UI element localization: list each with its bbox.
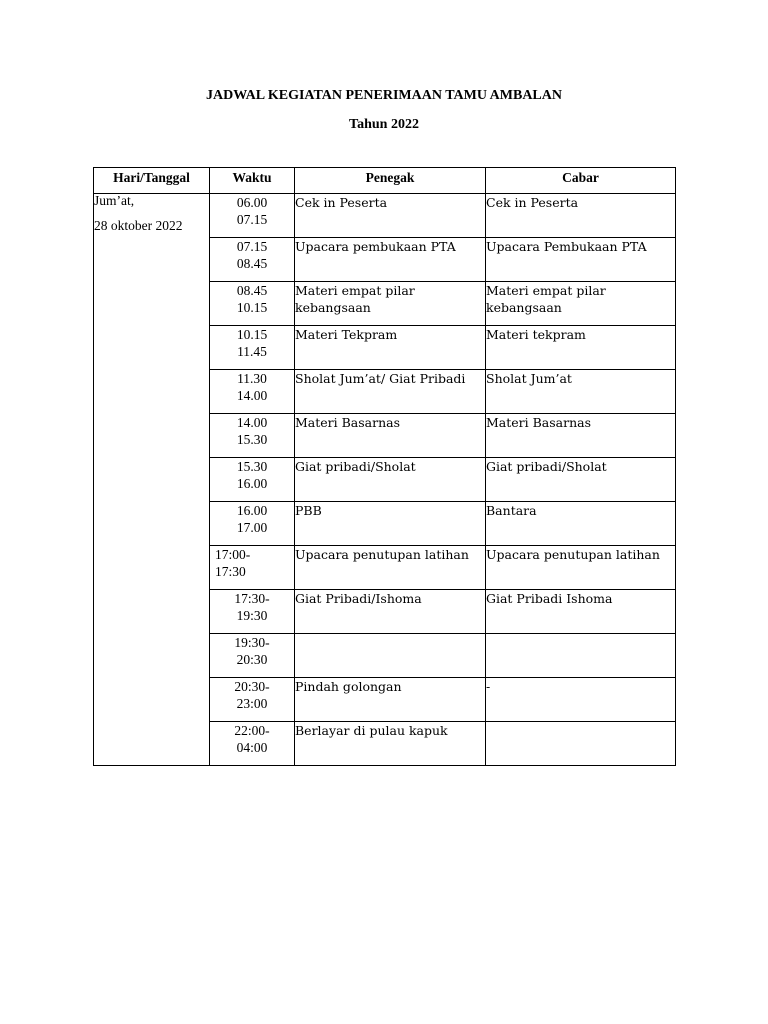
penegak-cell: Pindah golongan xyxy=(295,678,486,722)
penegak-cell: Giat pribadi/Sholat xyxy=(295,458,486,502)
table-row xyxy=(94,194,676,238)
penegak-cell: Materi empat pilar kebangsaan xyxy=(295,282,486,326)
cabar-cell: Bantara xyxy=(486,502,676,546)
time-start: 17:00- xyxy=(215,547,251,562)
time-end: 08.45 xyxy=(236,256,268,271)
penegak-cell: Upacara penutupan latihan xyxy=(295,546,486,590)
time-start: 11.30 xyxy=(237,371,267,386)
time-cell xyxy=(210,238,295,282)
time-start: 08.45 xyxy=(236,283,268,298)
time-end: 17.00 xyxy=(236,520,268,535)
time-cell xyxy=(210,722,295,766)
penegak-cell: Materi Tekpram xyxy=(295,326,486,370)
time-cell xyxy=(210,634,295,678)
time-end: 23:00 xyxy=(236,696,268,711)
time-cell xyxy=(210,282,295,326)
time-end: 11.45 xyxy=(237,344,267,359)
document-subtitle: Tahun 2022 xyxy=(349,117,419,132)
cabar-cell: Giat pribadi/Sholat xyxy=(486,458,676,502)
time-end: 07.15 xyxy=(236,212,268,227)
cabar-cell: Materi tekpram xyxy=(486,326,676,370)
day-date: 28 oktober 2022 xyxy=(94,217,183,233)
penegak-cell: Upacara pembukaan PTA xyxy=(295,238,486,282)
time-start: 22:00- xyxy=(234,723,270,738)
cabar-cell xyxy=(486,634,676,678)
day-cell xyxy=(94,194,210,766)
penegak-cell: Materi Basarnas xyxy=(295,414,486,458)
time-start: 10.15 xyxy=(236,327,268,342)
time-cell xyxy=(210,502,295,546)
cabar-cell: - xyxy=(486,678,676,722)
time-end: 15.30 xyxy=(236,432,268,447)
time-start: 16.00 xyxy=(236,503,268,518)
column-header-cabar: Cabar xyxy=(486,168,676,194)
time-cell xyxy=(210,326,295,370)
penegak-cell xyxy=(295,634,486,678)
penegak-cell: Sholat Jum’at/ Giat Pribadi xyxy=(295,370,486,414)
penegak-cell: Cek in Peserta xyxy=(295,194,486,238)
cabar-cell: Upacara penutupan latihan xyxy=(486,546,676,590)
time-start: 14.00 xyxy=(236,415,268,430)
time-cell xyxy=(210,678,295,722)
time-cell xyxy=(210,590,295,634)
cabar-cell: Cek in Peserta xyxy=(486,194,676,238)
time-end: 19:30 xyxy=(236,608,268,623)
penegak-cell: Berlayar di pulau kapuk xyxy=(295,722,486,766)
cabar-cell: Materi empat pilar kebangsaan xyxy=(486,282,676,326)
time-end: 17:30 xyxy=(215,564,246,579)
time-end: 14.00 xyxy=(236,388,268,403)
time-start: 15.30 xyxy=(236,459,268,474)
time-start: 07.15 xyxy=(236,239,268,254)
time-start: 19:30- xyxy=(234,635,270,650)
time-cell xyxy=(210,458,295,502)
schedule-table xyxy=(93,167,676,766)
time-cell xyxy=(210,194,295,238)
penegak-cell: Giat Pribadi/Ishoma xyxy=(295,590,486,634)
column-header-penegak: Penegak xyxy=(295,168,486,194)
cabar-cell: Giat Pribadi Ishoma xyxy=(486,590,676,634)
cabar-cell: Sholat Jum’at xyxy=(486,370,676,414)
table-header-row xyxy=(94,168,676,194)
column-header-day: Hari/Tanggal xyxy=(94,168,210,194)
time-start: 20:30- xyxy=(234,679,270,694)
cabar-cell: Upacara Pembukaan PTA xyxy=(486,238,676,282)
time-cell xyxy=(210,546,295,590)
day-name: Jum’at, xyxy=(94,193,135,208)
time-start: 06.00 xyxy=(236,195,268,210)
time-cell xyxy=(210,370,295,414)
time-start: 17:30- xyxy=(234,591,270,606)
time-end: 16.00 xyxy=(236,476,268,491)
cabar-cell xyxy=(486,722,676,766)
document-title: JADWAL KEGIATAN PENERIMAAN TAMU AMBALAN xyxy=(206,88,562,103)
time-end: 20:30 xyxy=(236,652,268,667)
column-header-time: Waktu xyxy=(210,168,295,194)
cabar-cell: Materi Basarnas xyxy=(486,414,676,458)
penegak-cell: PBB xyxy=(295,502,486,546)
time-end: 10.15 xyxy=(236,300,268,315)
time-cell xyxy=(210,414,295,458)
time-end: 04:00 xyxy=(236,740,268,755)
